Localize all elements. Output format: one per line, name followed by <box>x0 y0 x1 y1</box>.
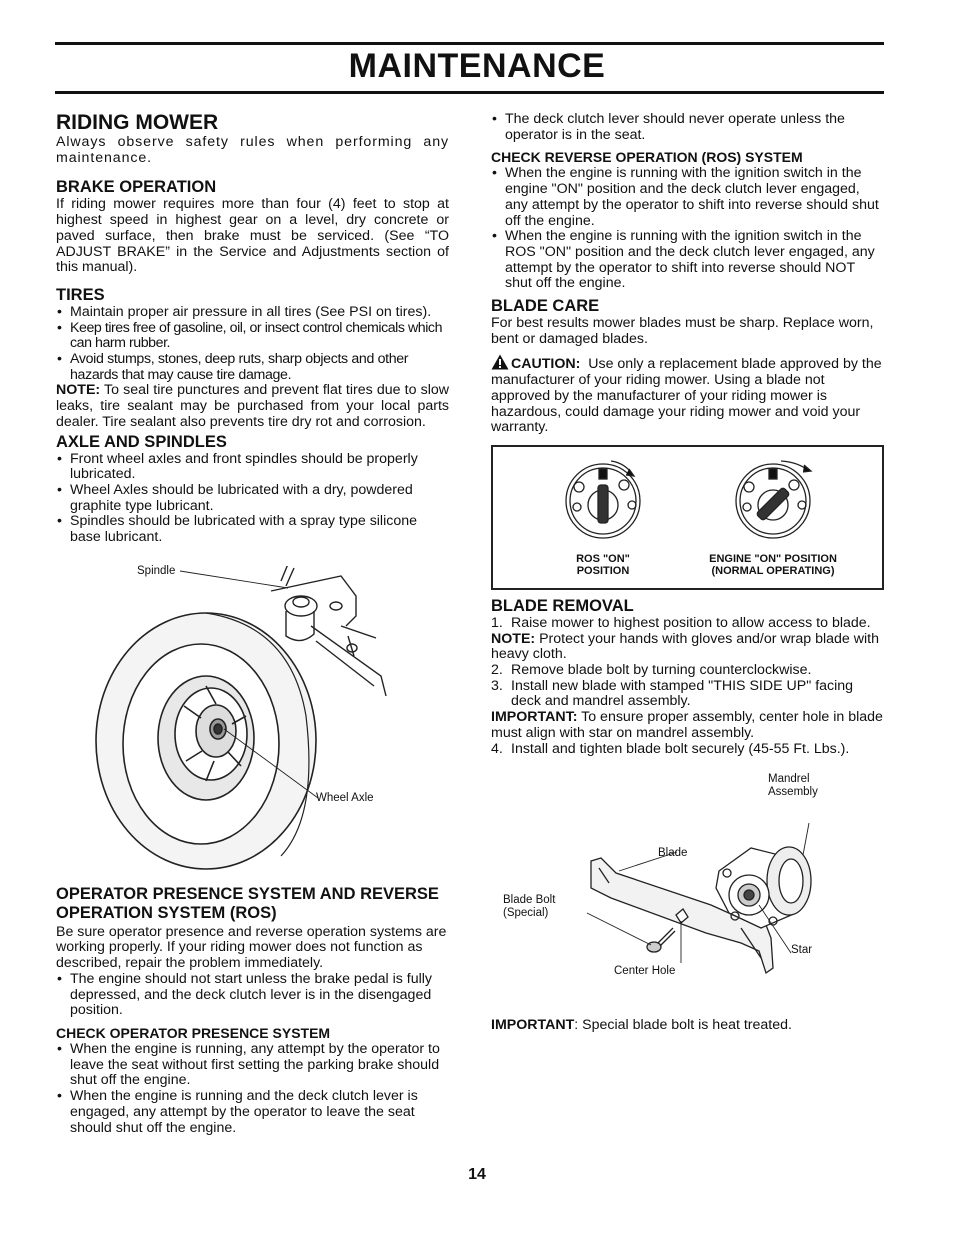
note-text: To seal tire punctures and prevent flat tires due to slow leaks, tire sealant may be purchased from your local parts dealer. Tire sealant also prevents tire dry rot and corrosion. <box>56 382 449 430</box>
axle-list <box>56 452 449 546</box>
blade-removal-steps <box>491 616 884 632</box>
note-label: NOTE: <box>56 382 101 399</box>
blade-removal-steps-3 <box>491 742 884 758</box>
list-item: • When the engine is running with the ignition switch in the ROS "ON" position and the deck clutch lever engaged, any attempt by the operator to shift into reverse should NOT shut off the engine. <box>491 229 884 292</box>
list-item: 2. Remove blade bolt by turning counterclockwise. <box>491 662 812 679</box>
riding-intro: Always observe safety rules when performing any maintenance. <box>56 134 449 166</box>
riding-mower-heading: RIDING MOWER <box>56 111 219 134</box>
ros-label-line1: ROS "ON" <box>576 552 630 565</box>
center-hole-label: Center Hole <box>614 965 676 978</box>
check-operator-list <box>56 1042 449 1136</box>
list-item: 4. Install and tighten blade bolt securely (45-55 Ft. Lbs.). <box>491 740 850 757</box>
list-item: • Wheel Axles should be lubricated with a dry, powdered graphite type lubricant. <box>56 483 449 514</box>
list-item: • The engine should not start unless the brake pedal is fully depressed, and the deck clutch lever is in the disengaged position. <box>56 972 449 1019</box>
page-number: 14 <box>468 1166 486 1183</box>
tires-list <box>56 305 449 384</box>
note-text: Protect your hands with gloves and/or wrap blade with heavy cloth. <box>491 630 879 663</box>
bolt-heat-treated-note <box>491 1018 884 1034</box>
list-item: 3. Install new blade with stamped "THIS SIDE UP" facing deck and mandrel assembly. <box>491 677 854 710</box>
right-column <box>491 112 884 1034</box>
important-label: IMPORTANT: <box>491 709 578 726</box>
top-rule <box>55 42 884 45</box>
axle-heading: AXLE AND SPINDLES <box>56 432 227 451</box>
title-rule <box>55 91 884 94</box>
blade-illustration <box>491 773 884 1008</box>
list-item: • Avoid stumps, stones, deep ruts, sharp objects and other hazards that may cause tire damage. <box>56 352 449 383</box>
deck-clutch-list <box>491 112 884 143</box>
list-item: • When the engine is running, any attempt by the operator to leave the seat without first setting the parking brake should shut off the engine. <box>56 1042 449 1089</box>
brake-text: If riding mower requires more than four (4) feet to stop at highest speed in highest gear on a level, dry concrete or paved surface, then brake must be serviced. (See “TO ADJUST BRAKE” in the Service and Adjustments section of this manual). <box>56 196 449 276</box>
list-item: • Keep tires free of gasoline, oil, or insect control chemicals which can harm rubber. <box>56 321 449 352</box>
list-item: • Maintain proper air pressure in all tires (See PSI on tires). <box>56 305 449 321</box>
blade-removal-heading: BLADE REMOVAL <box>491 596 634 615</box>
engine-label-line2: (NORMAL OPERATING) <box>711 565 835 578</box>
wheel-illustration <box>56 566 449 871</box>
blade-label: Blade <box>658 847 688 860</box>
blade-bolt-label: Blade Bolt (Special) <box>503 894 556 919</box>
check-ros-list <box>491 166 884 292</box>
note-label: NOTE: <box>491 630 536 647</box>
important-label: IMPORTANT <box>491 1017 575 1034</box>
list-item: 1. Raise mower to highest position to allow access to blade. <box>491 614 871 631</box>
warning-triangle-icon <box>491 354 509 370</box>
list-item: • Front wheel axles and front spindles should be properly lubricated. <box>56 452 449 483</box>
tires-heading: TIRES <box>56 285 105 304</box>
ops-list <box>56 972 449 1019</box>
mandrel-assembly-label: Mandrel Assembly <box>768 773 818 798</box>
engine-on-label <box>688 553 858 578</box>
list-item: • When the engine is running with the ignition switch in the engine "ON" position and the deck clutch lever engaged, any attempt by the operator to shift into reverse should shut off the engine. <box>491 166 884 229</box>
brake-heading: BRAKE OPERATION <box>56 178 217 197</box>
blade-care-heading: BLADE CARE <box>491 297 600 316</box>
blade-important <box>491 710 884 741</box>
list-item: • When the engine is running and the deck clutch lever is engaged, any attempt by the operator to leave the seat should shut off the engine. <box>56 1089 449 1136</box>
important-text: : Special blade bolt is heat treated. <box>574 1017 792 1034</box>
ros-on-label <box>553 553 653 578</box>
blade-figure <box>491 773 884 1008</box>
tires-note <box>56 383 449 430</box>
page-title: MAINTENANCE <box>348 47 606 85</box>
spindle-label: Spindle <box>137 564 176 577</box>
list-item: • Spindles should be lubricated with a spray type silicone base lubricant. <box>56 514 449 545</box>
left-column <box>56 108 449 1136</box>
ops-heading: OPERATOR PRESENCE SYSTEM AND REVERSE OPERATION SYSTEM (ROS) <box>56 884 439 922</box>
caution-paragraph <box>491 354 884 436</box>
ops-text: Be sure operator presence and reverse operation systems are working properly. If your riding mower does not function as described, repair the problem immediately. <box>56 923 447 972</box>
ros-label-line2: POSITION <box>576 565 630 578</box>
important-text: To ensure proper assembly, center hole in blade must align with star on mandrel assembly. <box>491 709 883 741</box>
check-ros-heading: CHECK REVERSE OPERATION (ROS) SYSTEM <box>491 149 803 166</box>
caution-label: CAUTION: <box>511 356 581 373</box>
wheel-figure <box>56 566 449 871</box>
wheel-axle-label: Wheel Axle <box>316 791 374 804</box>
ignition-switch-figure <box>491 445 884 590</box>
blade-care-text: For best results mower blades must be sharp. Replace worn, bent or damaged blades. <box>491 315 874 347</box>
blade-note <box>491 632 884 663</box>
check-operator-heading: CHECK OPERATOR PRESENCE SYSTEM <box>56 1024 331 1041</box>
caution-text: Use only a replacement blade approved by the manufacturer of your riding mower. Using a blade not approved by the manufacturer of your riding mower is hazardous, could damage your riding mower and void your warranty. <box>491 356 882 436</box>
engine-label-line1: ENGINE "ON" POSITION <box>709 552 837 565</box>
list-item: • The deck clutch lever should never operate unless the operator is in the seat. <box>491 112 884 143</box>
star-label: Star <box>791 944 813 957</box>
blade-removal-steps-2 <box>491 663 884 710</box>
